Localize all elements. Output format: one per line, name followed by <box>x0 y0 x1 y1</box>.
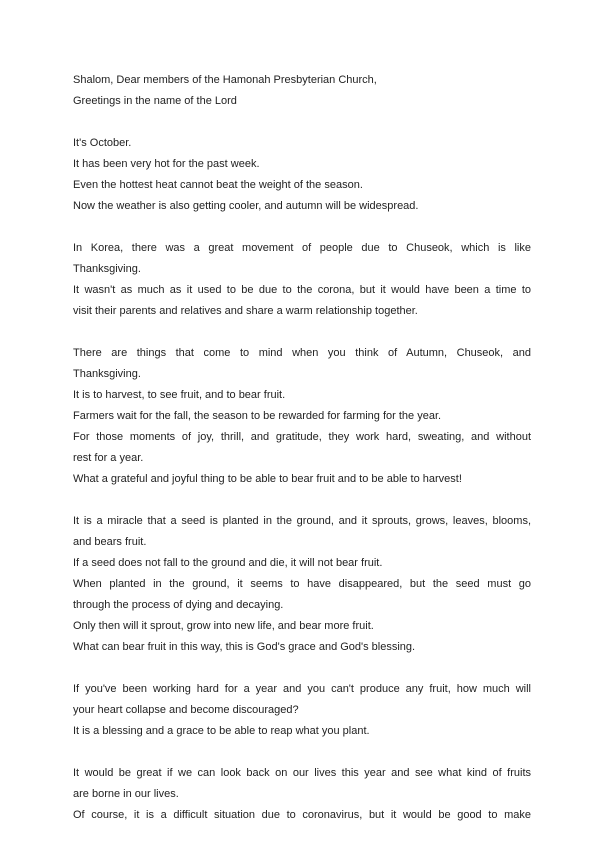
text-line: It is a miracle that a seed is planted in the ground, and it sprouts, grows, leaves, blooms, <box>73 515 531 527</box>
paragraph-october <box>73 133 531 217</box>
text-line: Now the weather is also getting cooler, and autumn will be widespread. <box>73 200 419 212</box>
greeting-line: Greetings in the name of the Lord <box>73 95 237 107</box>
letter-body <box>73 70 531 847</box>
text-line: It is a blessing and a grace to be able to reap what you plant. <box>73 725 370 737</box>
text-line: Of course, it is a difficult situation due to coronavirus, but it would be good to make <box>73 809 531 821</box>
salutation <box>73 70 531 112</box>
text-line: rest for a year. <box>73 452 144 464</box>
text-line: It is to harvest, to see fruit, and to bear fruit. <box>73 389 286 401</box>
text-line: For those moments of joy, thrill, and gratitude, they work hard, sweating, and without <box>73 431 531 443</box>
paragraph-harvest <box>73 343 531 490</box>
text-line: your heart collapse and become discouraged? <box>73 704 299 716</box>
text-line: In Korea, there was a great movement of people due to Chuseok, which is like <box>73 242 531 254</box>
text-line: There are things that come to mind when you think of Autumn, Chuseok, and <box>73 347 531 359</box>
text-line: through the process of dying and decaying. <box>73 599 284 611</box>
salutation-line: Shalom, Dear members of the Hamonah Presbyterian Church, <box>73 74 377 86</box>
text-line: Even the hottest heat cannot beat the weight of the season. <box>73 179 363 191</box>
paragraph-chuseok <box>73 238 531 322</box>
text-line: and bears fruit. <box>73 536 147 548</box>
text-line: What a grateful and joyful thing to be able to bear fruit and to be able to harvest! <box>73 473 462 485</box>
text-line: If you've been working hard for a year and you can't produce any fruit, how much will <box>73 683 531 695</box>
text-line: Farmers wait for the fall, the season to be rewarded for farming for the year. <box>73 410 442 422</box>
text-line: Thanksgiving. <box>73 263 141 275</box>
text-line: If a seed does not fall to the ground and die, it will not bear fruit. <box>73 557 383 569</box>
text-line: When planted in the ground, it seems to have disappeared, but the seed must go <box>73 578 531 590</box>
text-line: It has been very hot for the past week. <box>73 158 260 170</box>
text-line: Thanksgiving. <box>73 368 141 380</box>
paragraph-seed <box>73 511 531 658</box>
text-line: It's October. <box>73 137 132 149</box>
text-line: What can bear fruit in this way, this is God's grace and God's blessing. <box>73 641 416 653</box>
paragraph-reflection <box>73 763 531 826</box>
text-line: It wasn't as much as it used to be due to the corona, but it would have been a time to <box>73 284 531 296</box>
text-line: Only then will it sprout, grow into new life, and bear more fruit. <box>73 620 374 632</box>
text-line: are borne in our lives. <box>73 788 179 800</box>
paragraph-blessing <box>73 679 531 742</box>
text-line: It would be great if we can look back on our lives this year and see what kind of fruits <box>73 767 531 779</box>
text-line: visit their parents and relatives and share a warm relationship together. <box>73 305 418 317</box>
